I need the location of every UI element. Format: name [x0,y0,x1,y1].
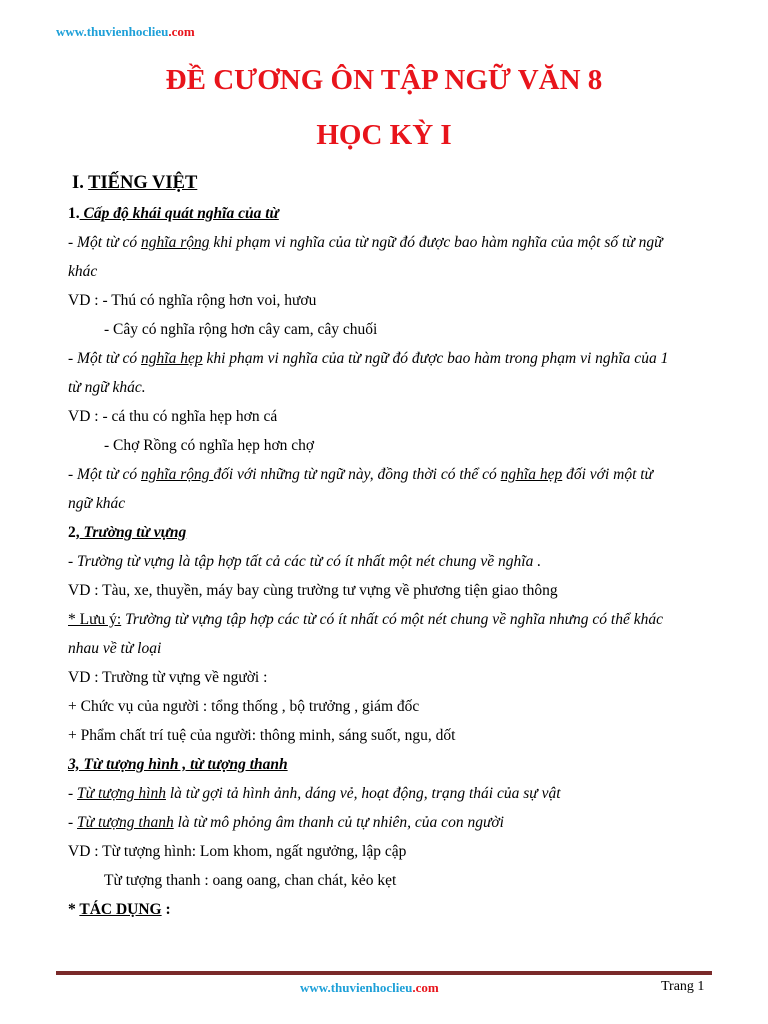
term-nghia-rong: nghĩa rộng [141,466,214,483]
text-span: - Một từ có [68,466,142,483]
paragraph-line: khác [68,263,98,280]
text-span: - Một từ có [68,350,142,367]
example-line: + Chức vụ của người : tổng thống , bộ trưởng , giám đốc [68,698,420,715]
heading-1 [68,199,718,228]
text-span: khi phạm vi nghĩa của từ ngữ đó được bao hàm trong phạm vi nghĩa của 1 [202,350,669,367]
paragraph-line: ngữ khác [68,495,126,512]
text-span: đối với những từ ngữ này, đồng thời có thể có [213,466,501,483]
example-line: - Cây có nghĩa rộng hơn cây cam, cây chuối [104,321,378,338]
heading-2 [68,518,718,547]
text-span: khi phạm vi nghĩa của từ ngữ đó được bao hàm nghĩa của một số từ ngữ [209,234,663,251]
term-tu-tuong-hinh: Từ tượng hình [77,785,166,802]
section-heading [68,168,718,198]
text-span: là từ gợi tả hình ảnh, dáng vẻ, hoạt động, trạng thái của sự vật [165,785,561,802]
note-line: nhau về từ loại [68,640,162,657]
term-nghia-hep: nghĩa hẹp [141,350,203,367]
example-line: Từ tượng thanh : oang oang, chan chát, kẻo kẹt [104,872,397,889]
paragraph-line [68,344,718,373]
document-subtitle: HỌC KỲ I [316,119,452,151]
footer-site-name: www.thuvienhoclieu [300,980,413,995]
tac-dung-label: TÁC DỤNG [79,901,162,918]
term-nghia-hep: nghĩa hẹp [500,466,563,483]
footer-divider [56,971,712,975]
section-number: I. [72,173,89,193]
term-nghia-rong: nghĩa rộng [141,234,210,251]
heading-3: 3, Từ tượng hình , từ tượng thanh [68,756,288,773]
example-line: VD : Tàu, xe, thuyền, máy bay cùng trường tư vựng về phương tiện giao thông [68,582,558,599]
paragraph-line [68,779,718,808]
heading-2-text: Trường từ vựng [79,524,187,541]
text-span: - [68,785,78,802]
header-website[interactable] [56,24,195,40]
example-line: VD : Từ tượng hình: Lom khom, ngất ngưởng, lập cập [68,843,407,860]
note-label: * Lưu ý: [68,611,122,628]
text-span: - [68,814,78,831]
heading-tac-dung [68,895,718,924]
text-span: - Một từ có [68,234,142,251]
paragraph-line [68,228,718,257]
paragraph-line [68,808,718,837]
header-site-name: www.thuvienhoclieu [56,24,169,39]
example-line: VD : - cá thu có nghĩa hẹp hơn cá [68,408,278,425]
note-line [68,605,718,634]
example-line: + Phẩm chất trí tuệ của người: thông minh, sáng suốt, ngu, dốt [68,727,456,744]
footer-website[interactable] [300,980,439,996]
text-span: là từ mô phỏng âm thanh củ tự nhiên, của con người [173,814,504,831]
paragraph-line: - Trường từ vựng là tập hợp tất cả các từ có ít nhất một nét chung về nghĩa . [68,553,542,570]
page-number: Trang 1 [661,979,705,994]
heading-1-number: 1. [68,205,80,222]
heading-1-text: Cấp độ khái quát nghĩa của từ [79,205,279,222]
header-site-tld: .com [168,24,195,39]
text-span: : [161,901,171,918]
text-span: * [68,901,80,918]
heading-2-number: 2, [68,524,80,541]
section-title: TIẾNG VIỆT [88,173,198,193]
paragraph-line [68,460,718,489]
paragraph-line: từ ngữ khác. [68,379,146,396]
term-tu-tuong-thanh: Từ tượng thanh [77,814,174,831]
text-span: đối với một từ [562,466,654,483]
example-line: VD : Trường từ vựng về người : [68,669,268,686]
note-text: Trường từ vựng tập hợp các từ có ít nhất có một nét chung về nghĩa nhưng có thể khác [121,611,663,628]
document-title: ĐỀ CƯƠNG ÔN TẬP NGỮ VĂN 8 [165,64,603,96]
example-line: - Chợ Rồng có nghĩa hẹp hơn chợ [104,437,315,454]
example-line: VD : - Thú có nghĩa rộng hơn voi, hươu [68,292,317,309]
document-body [68,168,718,924]
footer-site-tld: .com [412,980,439,995]
